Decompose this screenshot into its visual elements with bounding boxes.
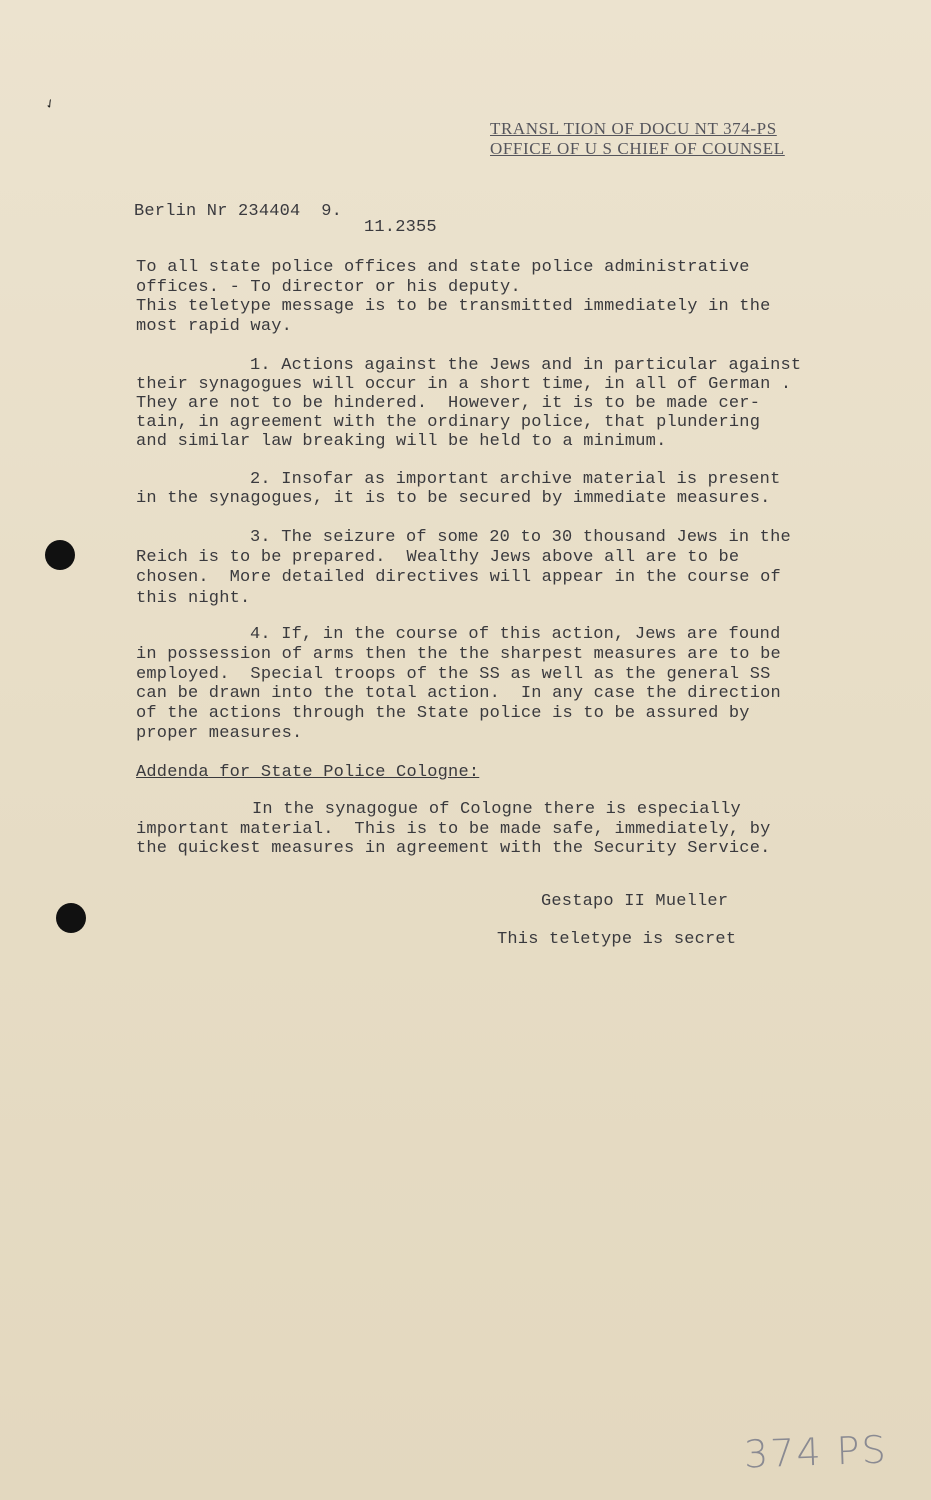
- paragraph-4-line: employed. Special troops of the SS as well as the general SS: [136, 665, 771, 684]
- punch-hole-bottom: [56, 903, 86, 933]
- paragraph-4-line: in possession of arms then the the sharpest measures are to be: [136, 645, 781, 664]
- stray-mark: ✓: [42, 95, 59, 114]
- origin-line: Berlin Nr 234404 9.: [134, 202, 343, 221]
- paragraph-2-line: in the synagogues, it is to be secured by immediate measures.: [136, 489, 771, 508]
- paragraph-2-line: 2. Insofar as important archive material is present: [250, 470, 781, 489]
- paragraph-1-line: tain, in agreement with the ordinary police, that plundering: [136, 413, 761, 432]
- punch-hole-top: [45, 540, 75, 570]
- address-line: To all state police offices and state police administrative: [136, 258, 750, 277]
- signature-note: This teletype is secret: [497, 930, 737, 949]
- paragraph-4-line: of the actions through the State police is to be assured by: [136, 704, 750, 723]
- paragraph-3-line: 3. The seizure of some 20 to 30 thousand Jews in the: [250, 528, 791, 547]
- addenda-line: In the synagogue of Cologne there is especially: [252, 800, 741, 819]
- paragraph-1-line: 1. Actions against the Jews and in particular against: [250, 356, 802, 375]
- address-line: most rapid way.: [136, 317, 293, 336]
- paragraph-3-line: this night.: [136, 589, 251, 608]
- paragraph-3-line: chosen. More detailed directives will appear in the course of: [136, 568, 781, 587]
- paragraph-1-line: and similar law breaking will be held to a minimum.: [136, 432, 667, 451]
- paragraph-4-line: can be drawn into the total action. In any case the direction: [136, 684, 781, 703]
- paragraph-1-line: They are not to be hindered. However, it is to be made cer-: [136, 394, 761, 413]
- paragraph-1-line: their synagogues will occur in a short time, in all of German .: [136, 375, 792, 394]
- handwritten-document-number: 374 PS: [743, 1427, 889, 1477]
- paragraph-4-line: 4. If, in the course of this action, Jews are found: [250, 625, 781, 644]
- addenda-line: important material. This is to be made safe, immediately, by: [136, 820, 771, 839]
- paragraph-4-line: proper measures.: [136, 724, 303, 743]
- paragraph-3-line: Reich is to be prepared. Wealthy Jews above all are to be: [136, 548, 740, 567]
- signature-name: Gestapo II Mueller: [541, 892, 729, 911]
- origin-date: 11.2355: [364, 218, 437, 237]
- translation-header-line1: TRANSL TION OF DOCU NT 374-PS: [490, 119, 777, 138]
- translation-header-line2: OFFICE OF U S CHIEF OF COUNSEL: [490, 139, 785, 158]
- address-line: offices. - To director or his deputy.: [136, 278, 521, 297]
- addenda-line: the quickest measures in agreement with the Security Service.: [136, 839, 771, 858]
- address-line: This teletype message is to be transmitted immediately in the: [136, 297, 771, 316]
- addenda-title: Addenda for State Police Cologne:: [136, 763, 480, 782]
